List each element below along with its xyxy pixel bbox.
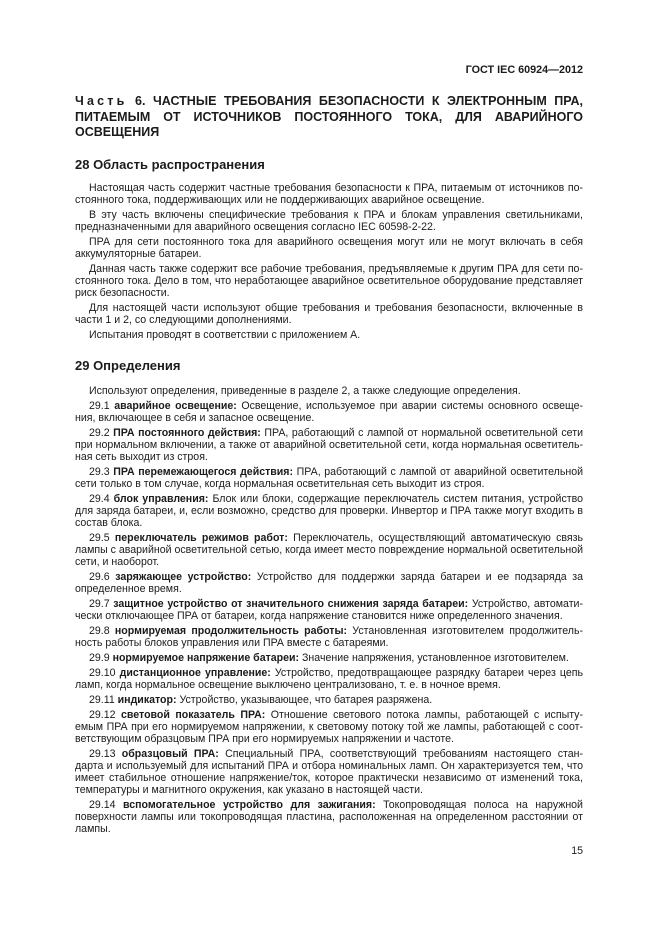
text-line — [75, 275, 583, 287]
defined-term: ПРА постоянного действия: — [113, 427, 261, 439]
text-line — [75, 182, 583, 194]
paragraph — [75, 799, 583, 835]
part-title-line — [75, 125, 583, 141]
paragraph — [75, 694, 583, 706]
text-line — [75, 194, 583, 206]
part-title-text: ОСВЕЩЕНИЯ — [75, 125, 160, 139]
text-run: имеет стабильное отношение напряжение/ток, которое практически независимо от изменений тока, — [75, 772, 583, 784]
text-run: Данная часть также содержит все рабочие требования, предъявляемые к другим ПРА для сети по- — [89, 263, 583, 275]
text-line — [75, 679, 583, 691]
paragraph — [75, 709, 583, 745]
text-line — [75, 263, 583, 275]
text-line — [75, 385, 583, 397]
text-run: стоянного тока, поддерживающих или не поддерживающих аварийное освещение. — [75, 194, 485, 206]
defined-term: аварийное освещение: — [114, 400, 237, 412]
paragraph — [75, 625, 583, 649]
text-run: сети, и наоборот. — [75, 556, 160, 568]
text-line — [75, 772, 583, 784]
text-run: 29.12 — [89, 709, 121, 721]
text-line — [75, 493, 583, 505]
text-line — [75, 637, 583, 649]
text-run: аккумуляторные батареи. — [75, 248, 202, 260]
text-run: Устройство, предотвращающее разрядку батареи через цепь — [270, 667, 584, 679]
text-run: 29.2 — [89, 427, 114, 439]
text-run: 29.1 — [89, 400, 115, 412]
text-line — [75, 478, 583, 490]
text-run: 29.7 — [89, 598, 114, 610]
text-line — [75, 412, 583, 424]
part-title-text: 6. ЧАСТНЫЕ ТРЕБОВАНИЯ БЕЗОПАСНОСТИ К ЭЛЕКТРОННЫМ ПРА, — [135, 94, 583, 108]
paragraph — [75, 493, 583, 529]
defined-term: переключатель режимов работ: — [114, 532, 288, 544]
text-line — [75, 466, 583, 478]
text-line — [75, 760, 583, 772]
text-run: 29.11 — [89, 694, 118, 706]
text-run: Для настоящей части используют общие требования и требования безопасности, включенные в — [89, 302, 583, 314]
text-line — [75, 532, 583, 544]
text-line — [75, 748, 583, 760]
text-run: части 1 и 2, со следующими дополнениями. — [75, 314, 292, 326]
part-title-text: ПИТАЕМЫМ ОТ ИСТОЧНИКОВ ПОСТОЯННОГО ТОКА, ДЛЯ АВАРИЙНОГО — [75, 109, 583, 124]
text-line — [75, 811, 583, 823]
text-run: 29.9 — [89, 652, 113, 664]
text-line — [75, 221, 583, 233]
part-title — [75, 94, 583, 141]
text-line — [75, 667, 583, 679]
defined-term: защитное устройство от значительного снижения заряда батареи: — [113, 598, 469, 610]
paragraph — [75, 385, 583, 397]
text-run: Значение напряжения, установленное изготовителем. — [299, 652, 569, 664]
paragraph — [75, 427, 583, 463]
section-body — [75, 385, 583, 835]
text-line — [75, 400, 583, 412]
text-run: дарта и используемый для испытаний ПРА и отбора номинальных ламп. Он характеризуется тем, что — [75, 760, 583, 772]
text-run: Устройство, указывающее, что батарея разряжена. — [176, 694, 433, 706]
text-line — [75, 329, 583, 341]
text-line — [75, 517, 583, 529]
text-run: ПРА для сети постоянного тока для аварийного освещения могут или не могут включать в себя — [89, 236, 583, 248]
paragraph — [75, 400, 583, 424]
text-line — [75, 598, 583, 610]
text-run: поверхности лампы или токопроводящая пластина, расположенная на определенном расстоянии от — [75, 811, 583, 823]
paragraph — [75, 209, 583, 233]
text-run: состав блока. — [75, 517, 143, 529]
text-line — [75, 694, 583, 706]
text-line — [75, 209, 583, 221]
text-run: Блок или блоки, содержащие переключатель систем питания, устройство — [208, 493, 584, 505]
paragraph — [75, 302, 583, 326]
paragraph — [75, 329, 583, 341]
text-run: для заряда батареи, и, если возможно, средство для проверки. Инвертор и ПРА также могут входить в — [75, 505, 584, 517]
text-run: ПРА, работающий с лампой от нормальной осветительной сети — [260, 427, 583, 439]
text-run: 29.6 — [89, 571, 116, 583]
text-run: Освещение, используемое при аварии системы основного освеще- — [236, 400, 583, 412]
text-run: определенное время. — [75, 583, 182, 595]
text-line — [75, 427, 583, 439]
text-line — [75, 544, 583, 556]
part-title-line — [75, 110, 583, 126]
text-run: чески отключающее ПРА от батареи, когда напряжение становится ниже определенного значения. — [75, 610, 563, 622]
defined-term: нормируемое напряжение батареи: — [112, 652, 300, 664]
page-number: 15 — [571, 845, 583, 857]
text-run: 29.5 — [89, 532, 115, 544]
text-run: 29.13 — [89, 748, 122, 760]
defined-term: блок управления: — [113, 493, 209, 505]
text-run: ная сеть выходит из строя. — [75, 451, 208, 463]
text-line — [75, 505, 583, 517]
text-run: 29.4 — [89, 493, 114, 505]
text-run: Установленная изготовителем продолжитель- — [347, 625, 584, 637]
text-run: лампы. — [75, 823, 111, 835]
text-run: стоянного тока. Дело в том, что неработающее аварийное осветительное оборудование представляет — [75, 275, 583, 287]
text-run: Специальный ПРА, соответствующий требованиям настоящего стан- — [218, 748, 583, 760]
paragraph — [75, 263, 583, 299]
text-run: 29.10 — [89, 667, 120, 679]
text-run: ность работы блоков управления или ПРА вместе с батареями. — [75, 637, 389, 649]
paragraph — [75, 466, 583, 490]
paragraph — [75, 236, 583, 260]
defined-term: заряжающее устройство: — [115, 571, 252, 583]
text-line — [75, 709, 583, 721]
paragraph — [75, 748, 583, 796]
text-line — [75, 583, 583, 595]
text-run: температуры и магнитного окружения, как указано в настоящей части. — [75, 784, 423, 796]
defined-term: вспомогательное устройство для зажигания: — [123, 799, 376, 811]
text-line — [75, 302, 583, 314]
text-run: ветствующим образцовым ПРА при его нормируемых напряжении и частоте. — [75, 733, 454, 745]
section-heading: 28 Область распространения — [75, 157, 265, 172]
defined-term: индикатор: — [117, 694, 177, 706]
text-line — [75, 625, 583, 637]
section-body — [75, 182, 583, 341]
text-run: Устройство, автомати- — [468, 598, 583, 610]
text-run: Используют определения, приведенные в разделе 2, а также следующие определения. — [89, 385, 521, 397]
text-run: ния, включающее в себя и запасное освещение. — [75, 412, 315, 424]
part-title-line — [75, 94, 583, 110]
text-line — [75, 248, 583, 260]
text-run: 29.14 — [89, 799, 124, 811]
paragraph — [75, 182, 583, 206]
text-run: Устройство для поддержки заряда батареи и ее подзаряда за — [251, 571, 583, 583]
paragraph — [75, 667, 583, 691]
text-line — [75, 733, 583, 745]
defined-term: образцовый ПРА: — [121, 748, 219, 760]
text-run: сети только в том случае, когда нормальная осветительная сеть выходит из строя. — [75, 478, 485, 490]
text-line — [75, 451, 583, 463]
text-line — [75, 784, 583, 796]
text-run: Отношение светового потока лампы, работающей с испыту- — [265, 709, 583, 721]
paragraph — [75, 652, 583, 664]
document-code: ГОСТ IEC 60924—2012 — [465, 64, 583, 76]
text-run: ПРА, работающий с лампой от аварийной осветительной — [293, 466, 584, 478]
text-run: емым ПРА при его нормируемом напряжении, к световому потоку той же лампы, работающей с соот- — [75, 721, 583, 733]
paragraph — [75, 532, 583, 568]
text-line — [75, 652, 583, 664]
defined-term: ПРА перемежающегося действия: — [113, 466, 294, 478]
text-run: Переключатель, осуществляющий автоматическую связь — [287, 532, 583, 544]
text-run: 29.3 — [89, 466, 114, 478]
defined-term: дистанционное управление: — [119, 667, 271, 679]
text-run: при нормальном включении, а также от аварийной осветительной сети, когда нормальная осветитель- — [75, 439, 583, 451]
text-run: 29.8 — [89, 625, 115, 637]
text-line — [75, 556, 583, 568]
text-line — [75, 571, 583, 583]
text-line — [75, 610, 583, 622]
defined-term: нормируемая продолжительность работы: — [114, 625, 348, 637]
text-line — [75, 823, 583, 835]
text-run: Настоящая часть содержит частные требования безопасности к ПРА, питаемым от источников по- — [89, 182, 583, 194]
text-line — [75, 439, 583, 451]
defined-term: световой показатель ПРА: — [121, 709, 266, 721]
text-run: лампы с аварийной осветительной сетью, когда имеет место повреждение нормальной осветительной — [75, 544, 583, 556]
part-label: Часть — [75, 94, 128, 108]
text-run: ламп, когда нормальное освещение выключено централизовано, т. е. в ночное время. — [75, 679, 501, 691]
text-line — [75, 721, 583, 733]
paragraph — [75, 598, 583, 622]
text-line — [75, 236, 583, 248]
text-line — [75, 799, 583, 811]
text-run: риск безопасности. — [75, 287, 170, 299]
text-line — [75, 314, 583, 326]
text-run: Испытания проводят в соответствии с приложением А. — [89, 329, 361, 341]
text-run: Токопроводящая полоса на наружной — [375, 799, 583, 811]
paragraph — [75, 571, 583, 595]
text-run: В эту часть включены специфические требования к ПРА и блокам управления светильниками, — [89, 209, 583, 221]
text-line — [75, 287, 583, 299]
text-run: предназначенными для аварийного освещения согласно IEC 60598-2-22. — [75, 221, 436, 233]
section-heading: 29 Определения — [75, 358, 181, 373]
